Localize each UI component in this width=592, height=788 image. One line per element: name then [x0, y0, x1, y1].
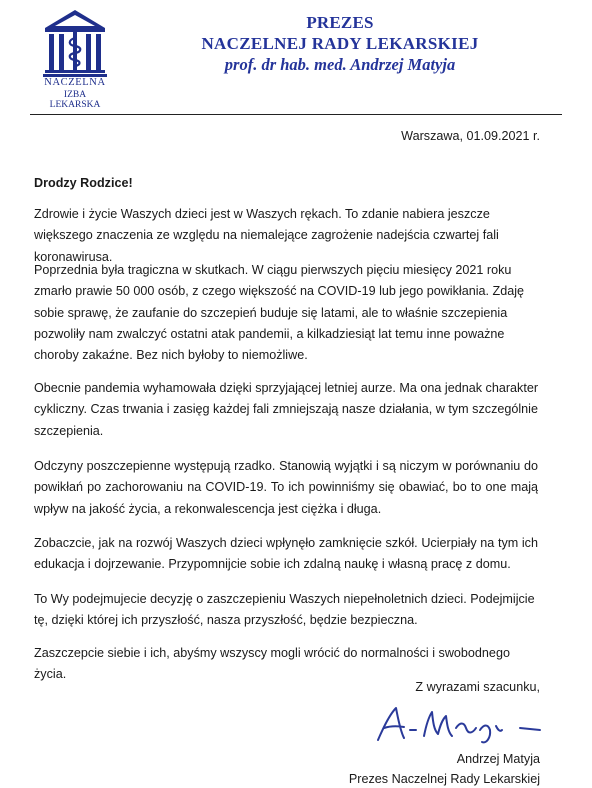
closing-phrase: Z wyrazami szacunku,: [415, 680, 540, 694]
paragraph-7: Zaszczepcie siebie i ich, abyśmy wszyscy mogli wrócić do normalności i swobodnego życia.: [34, 646, 510, 682]
letterhead-title: PREZES: [306, 13, 374, 32]
logo-text-line2: IZBA LEKARSKA: [49, 90, 101, 110]
paragraph-3: Obecnie pandemia wyhamowała dzięki sprzyjającej letniej aurze. Ma ona jednak charakter cykliczny. Czas trwania i zasięg każdej fali zmniejszają nasze działania, w tym szczególnie szczepienia.: [34, 381, 539, 438]
paragraph-1: Zdrowie i życie Waszych dzieci jest w Waszych rękach. To zdanie nabiera jeszcze większego znaczenia ze względu na niemalejące zagrożenie nadejścia czwartej fali koronawirusa.: [34, 207, 499, 264]
paragraph-2: Poprzednia była tragiczna w skutkach. W ciągu pierwszych pięciu miesięcy 2021 roku zmarło prawie 50 000 osób, z czego większość na COVID-19 lub jego powikłania. Zdaję sobie sprawę, że zaufanie do szczepień buduje się latami, ale to właśnie szczepienia pozwoliły nam zwalczyć ostatni atak pandemii, a kilkadziesiąt lat temu inne poważne choroby zakaźne. Bez nich byłoby to niemożliwe.: [34, 263, 525, 363]
paragraph-5: Zobaczcie, jak na rozwój Waszych dzieci wpłynęło zamknięcie szkół. Ucierpiały na tym ich edukacja i dojrzewanie. Przypomnijcie sobie ich zdalną naukę i własną pracę z domu.: [34, 536, 538, 572]
paragraph-6: To Wy podejmujecie decyzję o zaszczepieniu Waszych niepełnoletnich dzieci. Podejmijcie tę, dzięki której ich przyszłość, nasza przyszłość, będzie bezpieczna.: [34, 592, 535, 628]
medical-chamber-emblem-icon: [41, 8, 109, 80]
signatory-name: Andrzej Matyja: [456, 752, 540, 766]
header-divider: [30, 114, 562, 115]
logo-text-line1: NACZELNA: [44, 77, 106, 88]
letterhead-author: prof. dr hab. med. Andrzej Matyja: [224, 55, 456, 74]
letter-date: Warszawa, 01.09.2021 r.: [401, 129, 540, 143]
paragraph-4: Odczyny poszczepienne występują rzadko. Stanowią wyjątki i są niczym w porównaniu do powikłań po zachorowaniu na COVID-19. To ich powinniśmy się obawiać, bo to one mają wpływ na jakość życia, a rekonwalescencja jest ciężka i długa.: [34, 459, 538, 516]
letter-greeting: Drodzy Rodzice!: [34, 176, 133, 190]
chamber-logo: [41, 8, 109, 110]
handwritten-signature-icon: [370, 700, 550, 748]
signatory-title: Prezes Naczelnej Rady Lekarskiej: [348, 772, 540, 786]
letterhead: [0, 0, 592, 110]
letterhead-subtitle: NACZELNEJ RADY LEKARSKIEJ: [201, 34, 479, 53]
